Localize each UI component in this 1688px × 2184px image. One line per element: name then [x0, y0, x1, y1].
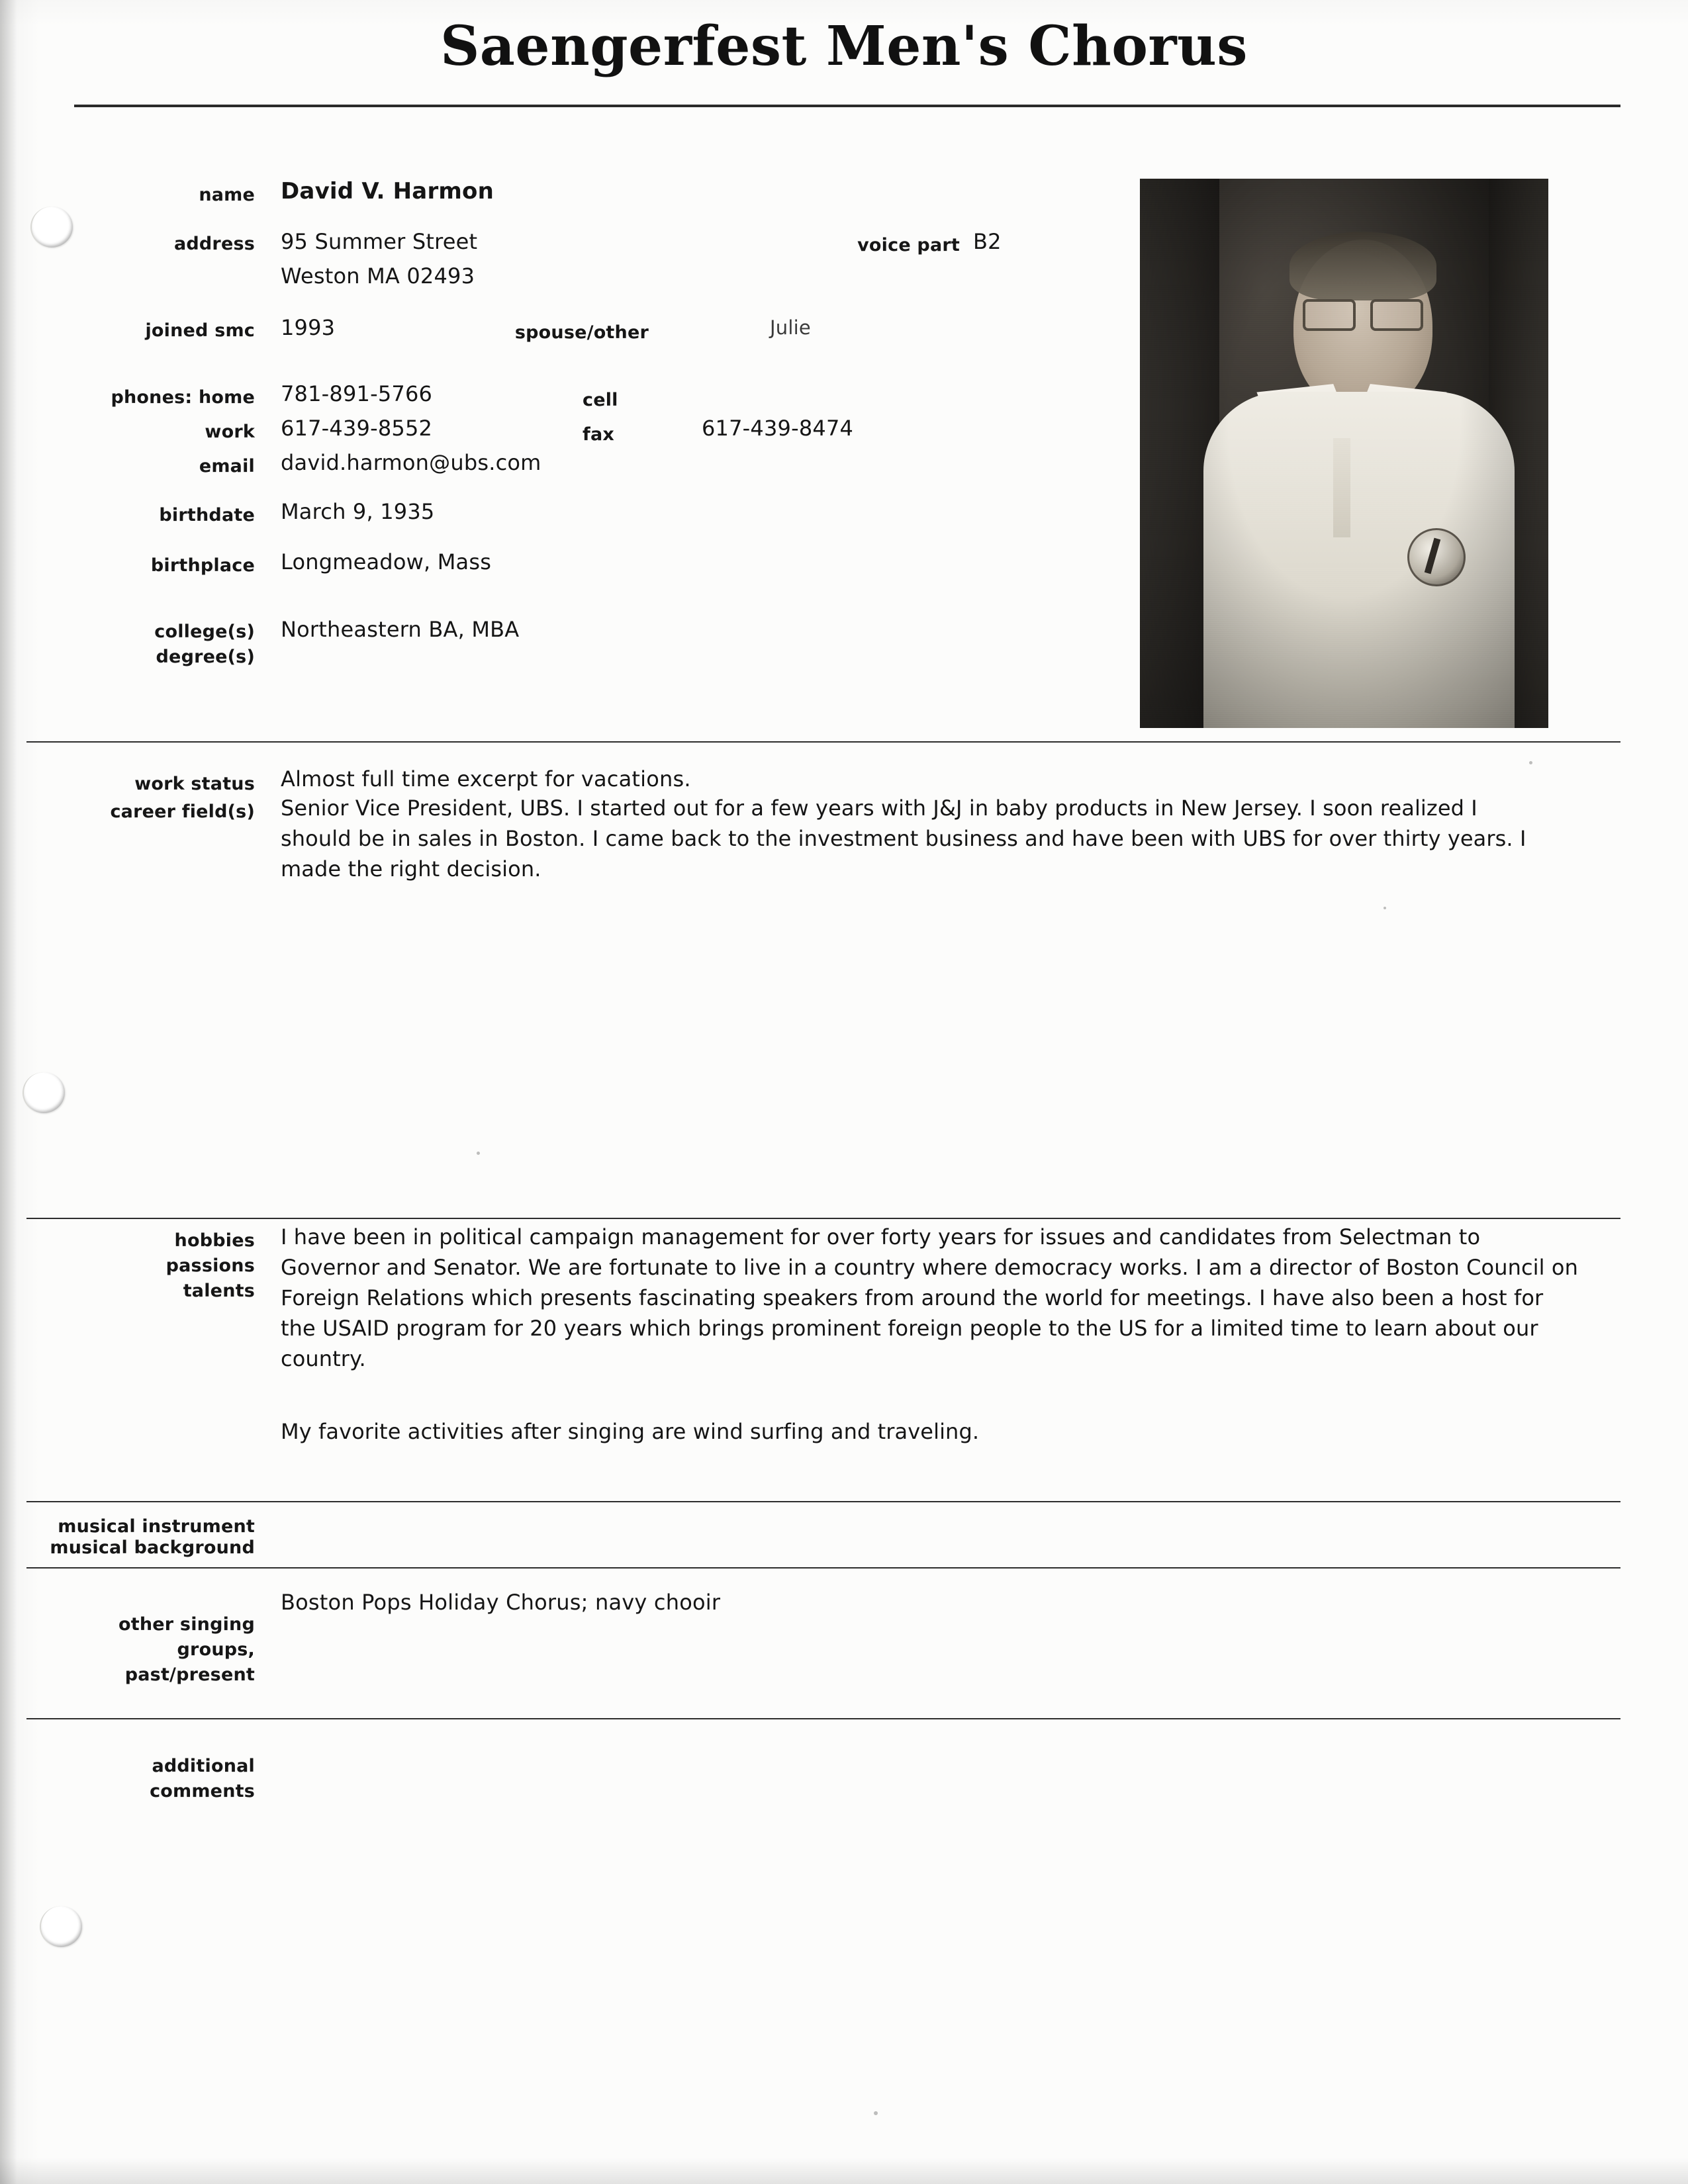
label-voice-part: voice part	[857, 235, 960, 255]
label-email: email	[199, 456, 255, 477]
label-degrees: degree(s)	[156, 647, 255, 667]
label-talents: talents	[183, 1281, 255, 1301]
divider-career	[26, 1218, 1620, 1219]
value-name: David V. Harmon	[281, 178, 494, 205]
label-comments: comments	[150, 1781, 255, 1801]
label-work-status: work status	[134, 774, 255, 794]
member-photo	[1140, 179, 1548, 728]
label-musical-instrument: musical instrument	[58, 1516, 255, 1537]
value-voice-part: B2	[973, 229, 1002, 254]
label-phone-cell: cell	[583, 390, 618, 410]
label-name: name	[199, 185, 255, 205]
label-additional: additional	[152, 1756, 255, 1776]
label-fax: fax	[583, 424, 614, 445]
binder-hole-middle	[23, 1072, 65, 1113]
label-phone-work: work	[205, 422, 255, 442]
value-birthplace: Longmeadow, Mass	[281, 549, 492, 574]
scan-speck	[1529, 761, 1532, 764]
label-phone-home: phones: home	[111, 387, 255, 408]
value-phone-work: 617-439-8552	[281, 416, 433, 441]
header-divider	[74, 105, 1620, 107]
label-other-singing-groups: groups,	[177, 1639, 255, 1660]
label-spouse-other: spouse/other	[514, 322, 649, 343]
value-other-singing: Boston Pops Holiday Chorus; navy chooir	[281, 1590, 721, 1615]
divider-musical	[26, 1567, 1620, 1569]
divider-identity	[26, 741, 1620, 743]
label-birthdate: birthdate	[159, 505, 255, 525]
label-other-singing: other singing	[118, 1614, 255, 1635]
value-joined-smc: 1993	[281, 315, 336, 340]
label-musical-background: musical background	[50, 1537, 255, 1558]
binder-hole-bottom	[40, 1906, 82, 1947]
scan-edge-shadow-bottom	[0, 2158, 1688, 2184]
value-hobbies-paragraph-2: My favorite activities after singing are wind surfing and traveling.	[281, 1419, 980, 1444]
label-birthplace: birthplace	[150, 555, 255, 576]
value-fax: 617-439-8474	[702, 416, 854, 441]
label-hobbies: hobbies	[174, 1230, 255, 1251]
value-address-line2: Weston MA 02493	[281, 263, 475, 289]
scan-speck	[874, 2111, 878, 2115]
scan-speck	[1383, 907, 1386, 909]
divider-hobbies	[26, 1501, 1620, 1502]
label-address: address	[173, 234, 255, 254]
value-address-line1: 95 Summer Street	[281, 229, 478, 254]
label-colleges: college(s)	[154, 621, 255, 642]
value-email: david.harmon@ubs.com	[281, 450, 541, 475]
value-hobbies-paragraph-1: I have been in political campaign management for over forty years for issues and candidates from Selectman to Governor and Senator. We are fortunate to live in a country where democracy works. I am a director of Boston Council on Foreign Relations which presents fascinating speakers from around the world for meetings. I have also been a host for the USAID program for 20 years which brings prominent foreign people to the US for a limited time to learn about our country.	[281, 1224, 1578, 1371]
binder-hole-top	[30, 206, 73, 248]
value-phone-home: 781-891-5766	[281, 381, 433, 406]
label-joined-smc: joined smc	[145, 320, 255, 341]
label-other-singing-past-present: past/present	[124, 1664, 255, 1685]
value-birthdate: March 9, 1935	[281, 499, 435, 524]
value-work-status: Almost full time excerpt for vacations.	[281, 766, 691, 792]
photo-grain	[1140, 179, 1548, 728]
page-title: Saengerfest Men's Chorus	[440, 15, 1248, 78]
value-spouse-other: Julie	[770, 316, 811, 339]
value-career-fields: Senior Vice President, UBS. I started out for a few years with J&J in baby products in New Jersey. I soon realized I should be in sales in Boston. I came back to the investment business and have been with UBS for over thirty years. I made the right decision.	[281, 796, 1526, 882]
scan-speck	[477, 1152, 480, 1155]
label-career-fields: career field(s)	[110, 801, 255, 822]
label-passions: passions	[165, 1255, 255, 1276]
scan-edge-shadow-left	[0, 0, 17, 2184]
value-colleges-degrees: Northeastern BA, MBA	[281, 617, 520, 642]
divider-other-singing	[26, 1718, 1620, 1719]
